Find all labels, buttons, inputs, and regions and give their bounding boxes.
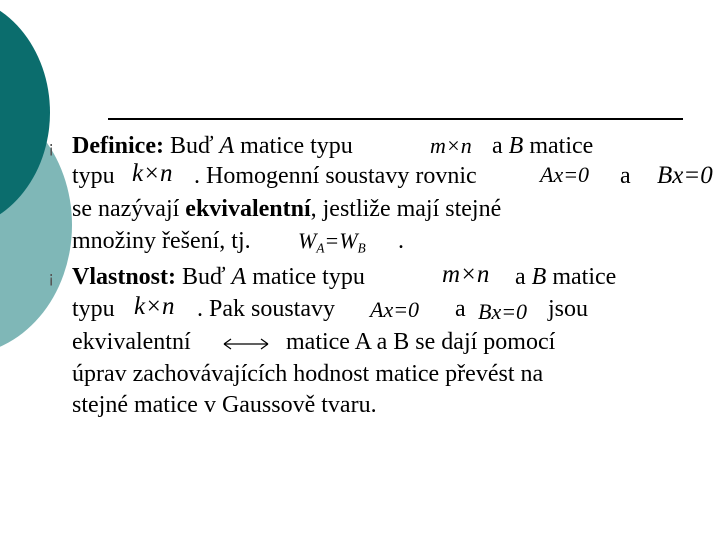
property-line-4: úprav zachovávajících hodnost matice převést na	[72, 361, 544, 387]
definition-line-4-end: .	[398, 228, 404, 254]
definition-label: Definice:	[72, 133, 164, 159]
formula-k-times-n: k×n	[132, 160, 173, 187]
definition-line-1: Definice: Buď A matice typu	[72, 133, 353, 159]
property-line-5: stejné matice v Gaussově tvaru.	[72, 392, 377, 418]
formula-k-times-n: k×n	[134, 293, 175, 320]
property-line-2: typu	[72, 296, 115, 322]
definition-line-2-mid: . Homogenní soustavy rovnic	[194, 163, 477, 189]
formula-m-times-n: m×n	[442, 261, 490, 288]
property-line-2-end: jsou	[548, 296, 589, 322]
property-line-3: ekvivalentní	[72, 329, 191, 355]
definition-line-2-and: a	[620, 163, 631, 189]
formula-ax-eq-0: Ax=0	[370, 297, 420, 322]
definition-line-4: množiny řešení, tj.	[72, 228, 251, 254]
property-line-1: Vlastnost: Buď A matice typu	[72, 264, 365, 290]
title-rule	[108, 118, 683, 120]
formula-ax-eq-0: Ax=0	[540, 162, 590, 187]
bullet-icon: ¡	[48, 138, 55, 157]
property-line-3-tail: matice A a B se dají pomocí	[286, 329, 556, 355]
property-line-1-tail: a B matice	[515, 264, 617, 290]
property-line-2-and: a	[455, 296, 466, 322]
property-label: Vlastnost:	[72, 264, 177, 290]
formula-m-times-n: m×n	[430, 133, 472, 158]
property-line-2-mid: . Pak soustavy	[197, 296, 335, 322]
formula-bx-eq-0: Bx=0	[657, 162, 713, 189]
definition-line-3: se nazývají ekvivalentní, jestliže mají stejné	[72, 196, 502, 222]
formula-bx-eq-0: Bx=0	[478, 299, 528, 324]
definition-line-1-tail: a B matice	[492, 133, 594, 159]
bullet-icon: ¡	[48, 268, 55, 287]
double-arrow-icon	[222, 336, 270, 352]
formula-wa-eq-wb: $W_A=W_B$	[298, 228, 366, 256]
definition-line-2: typu	[72, 163, 115, 189]
